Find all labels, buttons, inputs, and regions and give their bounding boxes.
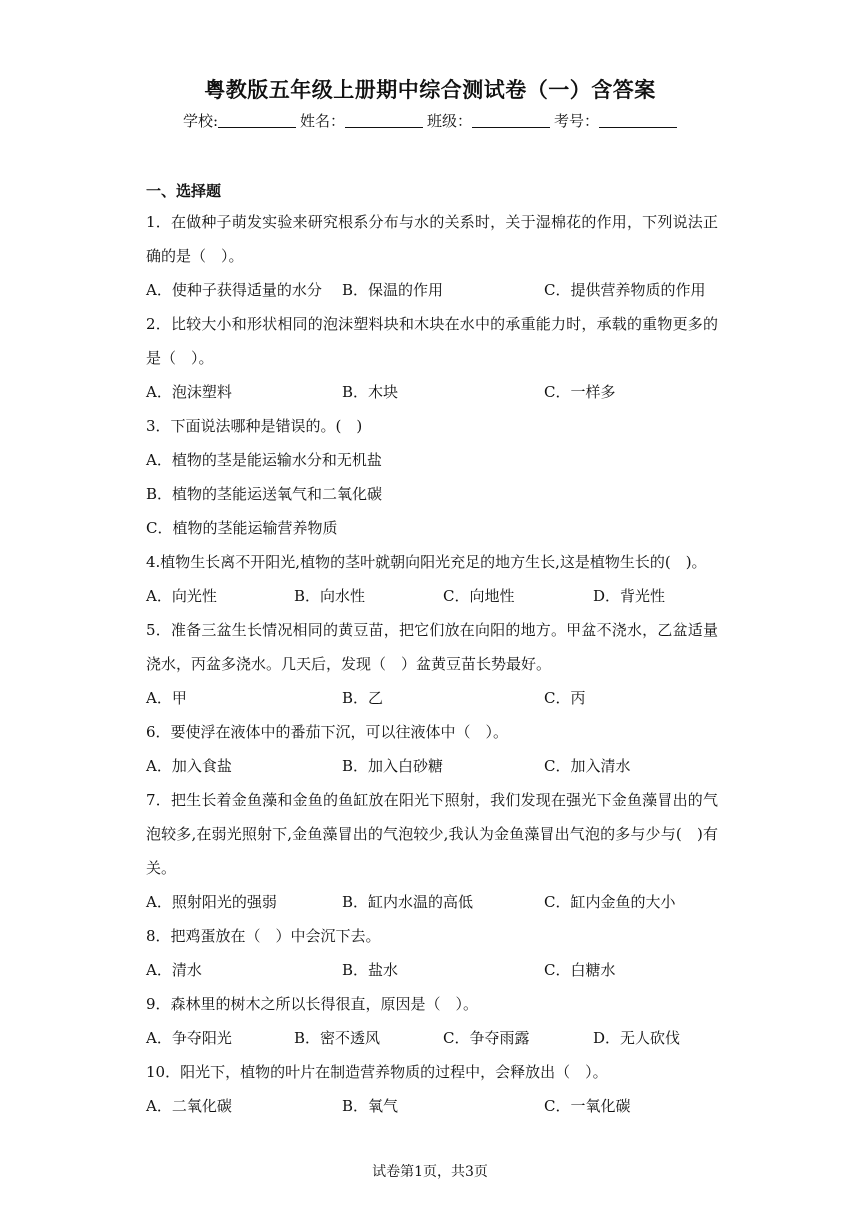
exam-no-label: 考号： — [554, 112, 600, 130]
option-c: C．白糖水 — [544, 961, 616, 979]
option-c: C．加入清水 — [544, 757, 631, 775]
option-a: A．二氧化碳 — [146, 1097, 232, 1115]
option-c: C．植物的茎能运输营养物质 — [146, 519, 338, 537]
question-5-options — [146, 681, 718, 715]
option-a: A．甲 — [146, 689, 187, 707]
question-7: 7．把生长着金鱼藻和金鱼的鱼缸放在阳光下照射，我们发现在强光下金鱼藻冒出的气泡较多,在弱光照射下,金鱼藻冒出的气泡较少,我认为金鱼藻冒出气泡的多与少与( )有关。 — [146, 791, 718, 877]
question-4-options — [146, 579, 718, 613]
name-blank — [345, 113, 423, 128]
option-c: C．向地性 — [443, 587, 515, 605]
option-b: B．木块 — [342, 383, 399, 401]
class-blank — [472, 113, 550, 128]
class-label: 班级： — [427, 112, 473, 130]
question-4: 4.植物生长离不开阳光,植物的茎叶就朝向阳光充足的地方生长,这是植物生长的( )。 — [146, 553, 707, 571]
page-footer: 试卷第1页，共3页 — [372, 1164, 488, 1180]
question-10: 10．阳光下，植物的叶片在制造营养物质的过程中，会释放出（ ）。 — [146, 1063, 608, 1081]
option-a: A．植物的茎是能运输水分和无机盐 — [146, 451, 382, 469]
option-a: A．争夺阳光 — [146, 1029, 232, 1047]
option-b: B．盐水 — [342, 961, 399, 979]
student-info-line — [0, 110, 860, 131]
question-2: 2．比较大小和形状相同的泡沫塑料块和木块在水中的承重能力时，承载的重物更多的是（ ）。 — [146, 315, 718, 367]
question-1-options — [146, 273, 718, 307]
name-label: 姓名： — [300, 112, 346, 130]
option-d: D．无人砍伐 — [593, 1029, 681, 1047]
questions-list — [146, 205, 718, 1123]
option-a: A．清水 — [146, 961, 202, 979]
option-b: B．加入白砂糖 — [342, 757, 444, 775]
question-1: 1．在做种子萌发实验来研究根系分布与水的关系时，关于湿棉花的作用，下列说法正确的是（ ）。 — [146, 213, 718, 265]
option-b: B．氧气 — [342, 1097, 399, 1115]
page-title: 粤教版五年级上册期中综合测试卷（一）含答案 — [204, 78, 656, 102]
option-a: A．使种子获得适量的水分 — [146, 281, 322, 299]
question-7-options — [146, 885, 718, 919]
option-a: A．照射阳光的强弱 — [146, 893, 277, 911]
option-b: B．保温的作用 — [342, 281, 444, 299]
question-2-options — [146, 375, 718, 409]
option-a: A．泡沫塑料 — [146, 383, 232, 401]
option-b: B．向水性 — [294, 587, 366, 605]
option-c: C．丙 — [544, 689, 586, 707]
question-6: 6．要使浮在液体中的番茄下沉，可以往液体中（ ）。 — [146, 723, 509, 741]
question-3: 3．下面说法哪种是错误的。( ) — [146, 417, 363, 435]
option-c: C．一样多 — [544, 383, 616, 401]
question-6-options — [146, 749, 718, 783]
question-8-options — [146, 953, 718, 987]
question-10-options — [146, 1089, 718, 1123]
section-heading: 一、选择题 — [146, 182, 222, 200]
question-9-options — [146, 1021, 718, 1055]
option-b: B．乙 — [342, 689, 384, 707]
option-b: B．缸内水温的高低 — [342, 893, 474, 911]
option-a: A．向光性 — [146, 587, 217, 605]
exam-no-blank — [599, 113, 677, 128]
option-b: B．植物的茎能运送氧气和二氧化碳 — [146, 485, 383, 503]
option-c: C．一氧化碳 — [544, 1097, 631, 1115]
question-5: 5．准备三盆生长情况相同的黄豆苗，把它们放在向阳的地方。甲盆不浇水，乙盆适量浇水，丙盆多浇水。几天后，发现（ ）盆黄豆苗长势最好。 — [146, 621, 718, 673]
option-c: C．争夺雨露 — [443, 1029, 530, 1047]
question-9: 9．森林里的树木之所以长得很直，原因是（ ）。 — [146, 995, 479, 1013]
option-b: B．密不透风 — [294, 1029, 381, 1047]
option-c: C．提供营养物质的作用 — [544, 281, 706, 299]
school-blank — [218, 113, 296, 128]
option-a: A．加入食盐 — [146, 757, 232, 775]
option-c: C．缸内金鱼的大小 — [544, 893, 676, 911]
question-8: 8．把鸡蛋放在（ ）中会沉下去。 — [146, 927, 381, 945]
school-label: 学校: — [182, 112, 218, 130]
option-d: D．背光性 — [593, 587, 666, 605]
